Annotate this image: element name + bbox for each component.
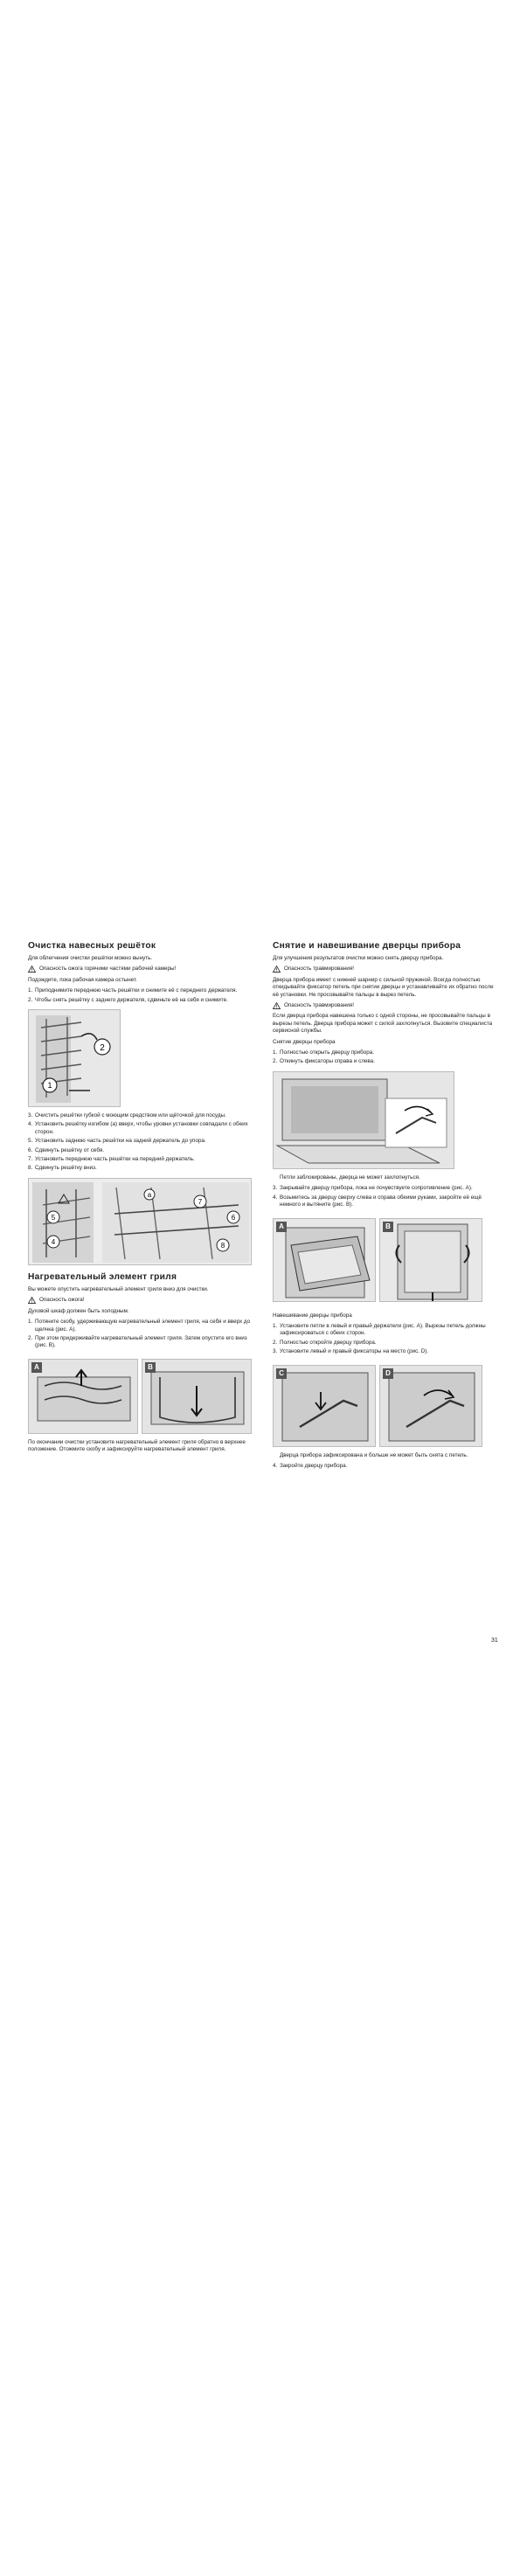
- warning-icon: [273, 966, 281, 973]
- list-item: 4. Возьмитесь за дверцу сверху слева и справа обеими руками, закройте её ещё немного и вытяните (рис. B).: [273, 1194, 482, 1208]
- list-item: 3. Закрывайте дверцу прибора, пока не почувствуете сопротивление (рис. A).: [273, 1185, 473, 1192]
- door-warning-2: [273, 1002, 498, 1009]
- warning-icon: [28, 1297, 36, 1304]
- figure-label-a: A: [31, 1362, 42, 1373]
- svg-text:2: 2: [100, 1043, 105, 1054]
- racks-intro: Для облегчения очистки решётки можно вынуть.: [28, 955, 153, 961]
- list-item: 3. Установите левый и правый фиксаторы на место (рис. D).: [273, 1348, 429, 1355]
- list-item: 2. Чтобы снять решётку с заднего держателя, сдвиньте её на себя и снимите.: [28, 996, 228, 1003]
- list-item: 2. При этом придерживайте нагревательный элемент гриля. Затем опустите его вниз (рис. B).: [28, 1334, 247, 1349]
- grill-figure-a: [28, 1359, 138, 1434]
- door-removal-steps-a: [273, 1049, 498, 1066]
- list-item: 5. Установить заднюю часть решётки на задний держатель до упора.: [28, 1138, 206, 1145]
- grill-title: Нагревательный элемент гриля: [28, 1271, 177, 1282]
- figure-label-b: B: [383, 1222, 393, 1232]
- door-hanging-caption: Дверца прибора зафиксирована и больше не может быть снята с петель.: [280, 1451, 468, 1458]
- door-warning-1: [273, 966, 498, 973]
- door-warning-2-note: Если дверца прибора навешена только с одной стороны, не просовывайте пальцы в вырезы петель. Дверца прибора может с силой захлопнуться. Вызовите специалиста сервисной службы.: [273, 1013, 493, 1035]
- grill-warning-note: Духовой шкаф должен быть холодным.: [28, 1307, 129, 1314]
- door-figure-c: [273, 1365, 376, 1447]
- door-figure-a: [273, 1218, 376, 1302]
- door-warning-1-text: Опасность травмирования!: [284, 966, 354, 973]
- list-item: 1. Приподнимите переднюю часть решётки и снимите её с переднего держателя.: [28, 987, 238, 994]
- svg-text:6: 6: [231, 1213, 236, 1222]
- warning-icon: [28, 966, 36, 973]
- door-intro: Для улучшения результатов очистки можно снять дверцу прибора.: [273, 955, 444, 961]
- list-item: 1. Полностью открыть дверцу прибора.: [273, 1049, 375, 1056]
- racks-warning-note: Подождите, пока рабочая камера остынет.: [28, 976, 137, 983]
- svg-text:a: a: [147, 1190, 152, 1199]
- list-item: 1. Установите петли в левый и правый держатели (рис. A). Вырезы петель должны зафиксироваться с обеих сторон.: [273, 1322, 486, 1337]
- door-hinge-figure: [273, 1071, 454, 1169]
- list-item: 6. Сдвинуть решётку от себя.: [28, 1146, 104, 1153]
- svg-text:8: 8: [220, 1241, 225, 1250]
- grill-warning: [28, 1297, 253, 1304]
- racks-title: Очистка навесных решёток: [28, 941, 156, 951]
- grill-figures: [28, 1354, 253, 1439]
- figure-label-d: D: [383, 1368, 393, 1379]
- door-removal-steps-b: [273, 1185, 498, 1208]
- list-item: 3. Очистить решётки губкой с моющим средством или щёточкой для посуды.: [28, 1112, 226, 1119]
- racks-removal-figure: [28, 1009, 121, 1107]
- figure-label-c: C: [276, 1368, 287, 1379]
- grill-outro: По окончании очистки установите нагревательный элемент гриля обратно в верхнее положение. Отожмите скобу и зафиксируйте нагревательный элемент гриля.: [28, 1438, 246, 1453]
- left-column: [28, 941, 253, 1458]
- svg-text:4: 4: [51, 1237, 56, 1246]
- door-title: Снятие и навешивание дверцы прибора: [273, 941, 461, 951]
- list-item: 4. Закройте дверцу прибора.: [273, 1462, 348, 1469]
- grill-intro: Вы можете опустить нагревательный элемент гриля вниз для очистки.: [28, 1285, 209, 1292]
- door-fig-caption: Петли заблокированы, дверца не может захлопнуться.: [280, 1174, 420, 1181]
- grill-warning-text: Опасность ожога!: [39, 1297, 85, 1304]
- list-item: 2. Откинуть фиксаторы справа и слева.: [273, 1058, 375, 1065]
- door-removal-figures: [273, 1213, 498, 1307]
- right-column: [273, 941, 498, 1473]
- figure-label-b: B: [145, 1362, 156, 1373]
- grill-figure-b: [142, 1359, 252, 1434]
- list-item: 1. Потяните скобу, удерживающую нагревательный элемент гриля, на себя и вверх до щелчка (рис. A).: [28, 1319, 251, 1333]
- page-number: 31: [491, 1638, 498, 1644]
- list-item: 8. Сдвинуть решётку вниз.: [28, 1165, 97, 1172]
- list-item: 2. Полностью откройте дверцу прибора.: [273, 1339, 377, 1346]
- door-final-step: [273, 1463, 498, 1470]
- racks-steps-a: [28, 987, 253, 1004]
- door-warning-2-text: Опасность травмирования!: [284, 1002, 354, 1009]
- door-figure-b: [379, 1218, 482, 1302]
- door-figure-d: [379, 1365, 482, 1447]
- door-hanging-figures: [273, 1360, 498, 1452]
- door-hanging-steps: [273, 1323, 498, 1356]
- door-warning-1-note: Дверца прибора имеет с нижней шарнир с сильной пружиной. Всегда полностью откидывайте фиксатор петель при снятии дверцы и устанавливайте их обратно после её установки. Не просовывайте пальцы в вырез петель.: [273, 976, 494, 998]
- warning-icon: [273, 1002, 281, 1009]
- list-item: 7. Установить переднюю часть решётки на передний держатель.: [28, 1156, 195, 1163]
- svg-text:1: 1: [47, 1081, 52, 1091]
- racks-install-figure: [28, 1178, 252, 1265]
- list-item: 4. Установить решётку изгибом (а) вверх, чтобы уровни установки совпадали с обеих сторон.: [28, 1121, 248, 1135]
- figure-label-a: A: [276, 1222, 287, 1232]
- racks-steps-b: [28, 1112, 253, 1173]
- racks-warning: [28, 966, 253, 973]
- door-hanging-title: Навешивание дверцы прибора: [273, 1312, 352, 1319]
- racks-warning-text: Опасность ожога горячими частями рабочей камеры!: [39, 966, 177, 973]
- door-removal-title: Снятие дверцы прибора: [273, 1038, 336, 1045]
- svg-text:7: 7: [198, 1197, 203, 1206]
- grill-steps: [28, 1319, 253, 1350]
- svg-text:5: 5: [51, 1213, 56, 1222]
